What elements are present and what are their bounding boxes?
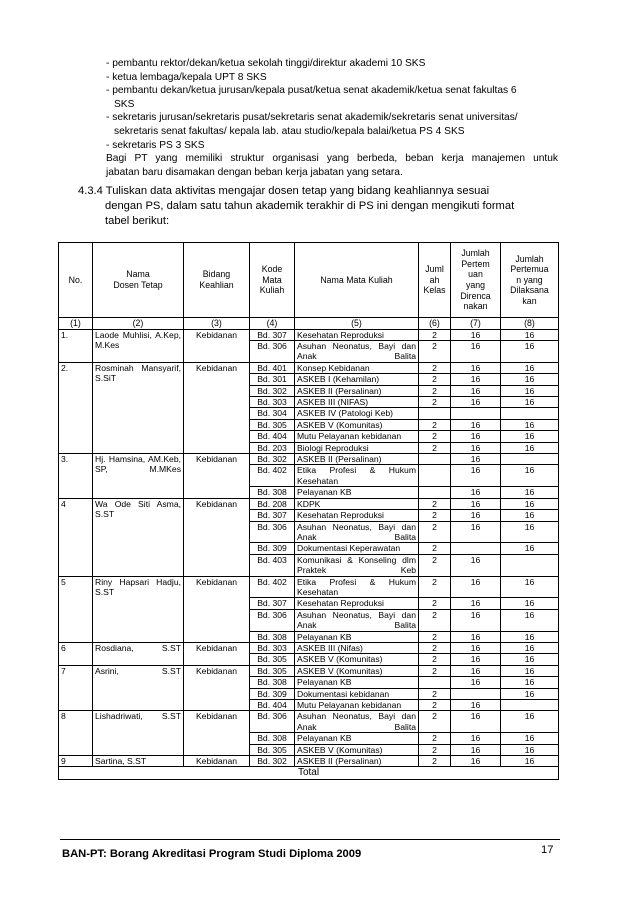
cell-pertemuan-dilaksanakan: 16 <box>501 431 559 442</box>
cell-nama-dosen: Laode Muhlisi, A.Kep, M.Kes <box>93 329 184 362</box>
cell-pertemuan-dilaksanakan: 16 <box>501 654 559 665</box>
column-number: (4) <box>250 318 295 330</box>
cell-nama-mata-kuliah: Dokumentasi Keperawatan <box>295 543 419 554</box>
cell-jumlah-kelas: 2 <box>419 498 451 509</box>
cell-pertemuan-direncanakan: 16 <box>451 465 501 487</box>
cell-pertemuan-direncanakan: 16 <box>451 374 501 385</box>
cell-nama-mata-kuliah: Dokumentasi kebidanan <box>295 688 419 699</box>
cell-kode-mata-kuliah: Bd. 308 <box>250 487 295 498</box>
column-number: (7) <box>451 318 501 330</box>
header-kode-mata-kuliah: Kode Mata Kuliah <box>250 243 295 318</box>
cell-nama-dosen: Riny Hapsari Hadju, S.ST <box>93 576 184 642</box>
cell-pertemuan-direncanakan: 16 <box>451 733 501 744</box>
cell-nama-mata-kuliah: Etika Profesi & Hukum Kesehatan <box>295 465 419 487</box>
header-bidang-keahlian: Bidang Keahlian <box>184 243 250 318</box>
bullet-item: - pembantu dekan/ketua jurusan/kepala pusat/ketua senat akademik/ketua senat fakultas 6 <box>106 85 517 97</box>
cell-jumlah-kelas: 2 <box>419 631 451 642</box>
cell-nama-dosen: Hj. Hamsina, AM.Keb, SP, M.MKes <box>93 454 184 499</box>
cell-jumlah-kelas: 2 <box>419 385 451 396</box>
cell-pertemuan-direncanakan: 16 <box>451 329 501 340</box>
header-jumlah-kelas: Juml ah Kelas <box>419 243 451 318</box>
cell-jumlah-kelas: 2 <box>419 665 451 676</box>
cell-jumlah-kelas: 2 <box>419 688 451 699</box>
column-number-row <box>59 318 559 330</box>
header-nama-dosen: Nama Dosen Tetap <box>93 243 184 318</box>
cell-jumlah-kelas: 2 <box>419 756 451 767</box>
cell-nama-mata-kuliah: Komunikasi & Konseling dlm Praktek Keb <box>295 554 419 576</box>
cell-nama-mata-kuliah: ASKEB II (Persalinan) <box>295 385 419 396</box>
cell-pertemuan-dilaksanakan <box>501 408 559 419</box>
cell-bidang-keahlian: Kebidanan <box>184 498 250 576</box>
cell-pertemuan-dilaksanakan: 16 <box>501 665 559 676</box>
cell-no: 9 <box>59 756 93 767</box>
cell-pertemuan-dilaksanakan: 16 <box>501 642 559 653</box>
column-number: (3) <box>184 318 250 330</box>
cell-jumlah-kelas: 2 <box>419 510 451 521</box>
cell-pertemuan-direncanakan: 16 <box>451 397 501 408</box>
cell-no: 8 <box>59 711 93 756</box>
cell-pertemuan-dilaksanakan: 16 <box>501 543 559 554</box>
cell-kode-mata-kuliah: Bd. 306 <box>250 609 295 631</box>
cell-jumlah-kelas: 2 <box>419 598 451 609</box>
cell-jumlah-kelas <box>419 487 451 498</box>
table-row <box>59 642 559 653</box>
cell-bidang-keahlian: Kebidanan <box>184 454 250 499</box>
page-number: 17 <box>541 844 554 856</box>
cell-kode-mata-kuliah: Bd. 304 <box>250 408 295 419</box>
cell-pertemuan-dilaksanakan: 16 <box>501 631 559 642</box>
table-row <box>59 756 559 767</box>
cell-jumlah-kelas: 2 <box>419 554 451 576</box>
cell-pertemuan-dilaksanakan <box>501 700 559 711</box>
cell-pertemuan-direncanakan <box>451 688 501 699</box>
teaching-activity-table <box>58 242 559 780</box>
bullet-item: - sekretaris PS 3 SKS <box>106 139 205 151</box>
question-block <box>78 184 558 229</box>
cell-jumlah-kelas: 2 <box>419 431 451 442</box>
cell-nama-dosen: Wa Ode Siti Asma, S.ST <box>93 498 184 576</box>
header-no: No. <box>59 243 93 318</box>
table-row <box>59 576 559 598</box>
cell-kode-mata-kuliah: Bd. 302 <box>250 385 295 396</box>
cell-nama-mata-kuliah: ASKEB V (Komunitas) <box>295 665 419 676</box>
table-row <box>59 329 559 340</box>
cell-pertemuan-dilaksanakan: 16 <box>501 733 559 744</box>
cell-jumlah-kelas: 2 <box>419 576 451 598</box>
cell-kode-mata-kuliah: Bd. 401 <box>250 362 295 373</box>
cell-nama-mata-kuliah: ASKEB V (Komunitas) <box>295 654 419 665</box>
column-number: (6) <box>419 318 451 330</box>
cell-nama-mata-kuliah: Konsep Kebidanan <box>295 362 419 373</box>
cell-pertemuan-direncanakan: 16 <box>451 654 501 665</box>
column-number: (2) <box>93 318 184 330</box>
cell-pertemuan-dilaksanakan: 16 <box>501 419 559 430</box>
cell-jumlah-kelas: 2 <box>419 733 451 744</box>
cell-jumlah-kelas: 2 <box>419 543 451 554</box>
cell-jumlah-kelas <box>419 677 451 688</box>
cell-no: 3. <box>59 454 93 499</box>
cell-kode-mata-kuliah: Bd. 306 <box>250 341 295 363</box>
bullet-item-continuation: SKS <box>114 98 135 110</box>
cell-nama-mata-kuliah: Pelayanan KB <box>295 677 419 688</box>
cell-jumlah-kelas: 2 <box>419 341 451 363</box>
cell-kode-mata-kuliah: Bd. 402 <box>250 465 295 487</box>
total-row <box>59 767 559 780</box>
cell-nama-mata-kuliah: Mutu Pelayanan kebidanan <box>295 431 419 442</box>
cell-jumlah-kelas: 2 <box>419 442 451 453</box>
header-nama-mata-kuliah: Nama Mata Kuliah <box>295 243 419 318</box>
cell-no: 1. <box>59 329 93 362</box>
cell-kode-mata-kuliah: Bd. 308 <box>250 733 295 744</box>
cell-nama-mata-kuliah: ASKEB I (Kehamilan) <box>295 374 419 385</box>
question-text: Tuliskan data aktivitas mengajar dosen tetap yang bidang keahliannya sesuai <box>105 185 490 197</box>
cell-kode-mata-kuliah: Bd. 306 <box>250 521 295 543</box>
cell-pertemuan-direncanakan: 16 <box>451 419 501 430</box>
cell-pertemuan-dilaksanakan: 16 <box>501 688 559 699</box>
cell-nama-mata-kuliah: ASKEB V (Komunitas) <box>295 744 419 755</box>
cell-pertemuan-direncanakan: 16 <box>451 510 501 521</box>
cell-jumlah-kelas: 2 <box>419 654 451 665</box>
question-text: dengan PS, dalam satu tahun akademik terakhir di PS ini dengan mengikuti format <box>105 200 515 212</box>
paragraph-line: jabatan baru disamakan dengan beban kerja jabatan yang setara. <box>106 166 403 178</box>
cell-nama-mata-kuliah: ASKEB IV (Patologi Keb) <box>295 408 419 419</box>
cell-pertemuan-dilaksanakan: 16 <box>501 385 559 396</box>
cell-pertemuan-dilaksanakan: 16 <box>501 341 559 363</box>
cell-pertemuan-direncanakan: 16 <box>451 487 501 498</box>
cell-pertemuan-dilaksanakan: 16 <box>501 711 559 733</box>
cell-nama-mata-kuliah: Asuhan Neonatus, Bayi dan Anak Balita <box>295 341 419 363</box>
cell-nama-mata-kuliah: Pelayanan KB <box>295 631 419 642</box>
column-number: (5) <box>295 318 419 330</box>
bullet-item: - pembantu rektor/dekan/ketua sekolah tinggi/direktur akademi 10 SKS <box>106 58 426 69</box>
cell-pertemuan-direncanakan: 16 <box>451 609 501 631</box>
cell-nama-mata-kuliah: Pelayanan KB <box>295 733 419 744</box>
cell-bidang-keahlian: Kebidanan <box>184 329 250 362</box>
cell-pertemuan-dilaksanakan <box>501 454 559 465</box>
cell-nama-mata-kuliah: Kesehatan Reproduksi <box>295 329 419 340</box>
cell-kode-mata-kuliah: Bd. 308 <box>250 631 295 642</box>
cell-kode-mata-kuliah: Bd. 309 <box>250 543 295 554</box>
cell-pertemuan-dilaksanakan: 16 <box>501 498 559 509</box>
footer-text: BAN-PT: Borang Akreditasi Program Studi Diploma 2009 <box>62 848 362 860</box>
cell-kode-mata-kuliah: Bd. 302 <box>250 756 295 767</box>
cell-nama-dosen: Rosminah Mansyarif, S.SiT <box>93 362 184 453</box>
cell-kode-mata-kuliah: Bd. 303 <box>250 397 295 408</box>
cell-nama-dosen: Rosdiana, S.ST <box>93 642 184 665</box>
cell-jumlah-kelas <box>419 454 451 465</box>
cell-kode-mata-kuliah: Bd. 307 <box>250 329 295 340</box>
table-header-row <box>59 243 559 318</box>
cell-pertemuan-dilaksanakan: 16 <box>501 374 559 385</box>
bullet-item-continuation: sekretaris senat fakultas/ kepala lab. atau studio/kepala balai/ketua PS 4 SKS <box>114 125 465 137</box>
cell-bidang-keahlian: Kebidanan <box>184 756 250 767</box>
bullet-item: - ketua lembaga/kepala UPT 8 SKS <box>106 71 267 83</box>
cell-nama-mata-kuliah: Asuhan Neonatus, Bayi dan Anak Balita <box>295 609 419 631</box>
cell-pertemuan-dilaksanakan: 16 <box>501 487 559 498</box>
cell-kode-mata-kuliah: Bd. 208 <box>250 498 295 509</box>
cell-nama-dosen: Asrini, S.ST <box>93 665 184 711</box>
cell-nama-dosen: Sartina, S.ST <box>93 756 184 767</box>
cell-kode-mata-kuliah: Bd. 307 <box>250 598 295 609</box>
cell-kode-mata-kuliah: Bd. 302 <box>250 454 295 465</box>
cell-pertemuan-dilaksanakan: 16 <box>501 397 559 408</box>
cell-jumlah-kelas: 2 <box>419 397 451 408</box>
question-number: 4.3.4 <box>78 185 103 197</box>
cell-pertemuan-dilaksanakan: 16 <box>501 442 559 453</box>
cell-pertemuan-direncanakan: 16 <box>451 341 501 363</box>
cell-nama-mata-kuliah: Pelayanan KB <box>295 487 419 498</box>
table-row <box>59 665 559 676</box>
cell-jumlah-kelas: 2 <box>419 419 451 430</box>
cell-kode-mata-kuliah: Bd. 305 <box>250 654 295 665</box>
cell-pertemuan-direncanakan: 16 <box>451 631 501 642</box>
table-row <box>59 498 559 509</box>
total-label: Total <box>59 767 559 780</box>
cell-pertemuan-direncanakan: 16 <box>451 554 501 576</box>
cell-kode-mata-kuliah: Bd. 203 <box>250 442 295 453</box>
cell-no: 6 <box>59 642 93 665</box>
header-pertemuan-dilaksanakan: Jumlah Pertemua n yang Dilaksana kan <box>501 243 559 318</box>
cell-pertemuan-direncanakan: 16 <box>451 642 501 653</box>
cell-kode-mata-kuliah: Bd. 308 <box>250 677 295 688</box>
cell-nama-mata-kuliah: Asuhan Neonatus, Bayi dan Anak Balita <box>295 711 419 733</box>
cell-jumlah-kelas: 2 <box>419 700 451 711</box>
cell-pertemuan-dilaksanakan: 16 <box>501 609 559 631</box>
cell-pertemuan-direncanakan: 16 <box>451 665 501 676</box>
cell-no: 5 <box>59 576 93 642</box>
cell-nama-mata-kuliah: Kesehatan Reproduksi <box>295 598 419 609</box>
cell-nama-mata-kuliah: Kesehatan Reproduksi <box>295 510 419 521</box>
bullet-item: - sekretaris jurusan/sekretaris pusat/sekretaris senat akademik/sekretaris senat universitas/ <box>106 112 518 124</box>
cell-no: 2. <box>59 362 93 453</box>
cell-jumlah-kelas: 2 <box>419 642 451 653</box>
bullet-list <box>106 57 558 179</box>
cell-kode-mata-kuliah: Bd. 402 <box>250 576 295 598</box>
cell-nama-mata-kuliah: ASKEB III (NIFAS) <box>295 397 419 408</box>
cell-pertemuan-dilaksanakan: 16 <box>501 598 559 609</box>
cell-nama-mata-kuliah: ASKEB III (Nifas) <box>295 642 419 653</box>
cell-pertemuan-direncanakan: 16 <box>451 431 501 442</box>
cell-jumlah-kelas: 2 <box>419 521 451 543</box>
cell-kode-mata-kuliah: Bd. 306 <box>250 711 295 733</box>
cell-pertemuan-direncanakan: 16 <box>451 362 501 373</box>
cell-bidang-keahlian: Kebidanan <box>184 642 250 665</box>
cell-jumlah-kelas: 2 <box>419 362 451 373</box>
cell-pertemuan-direncanakan: 16 <box>451 598 501 609</box>
cell-kode-mata-kuliah: Bd. 301 <box>250 374 295 385</box>
cell-pertemuan-dilaksanakan: 16 <box>501 465 559 487</box>
question-text: tabel berikut: <box>105 215 170 227</box>
cell-nama-mata-kuliah: KDPK <box>295 498 419 509</box>
table-row <box>59 362 559 373</box>
header-pertemuan-direncanakan: Jumlah Pertem uan yang Direnca nakan <box>451 243 501 318</box>
cell-pertemuan-dilaksanakan: 16 <box>501 521 559 543</box>
cell-kode-mata-kuliah: Bd. 404 <box>250 431 295 442</box>
cell-jumlah-kelas: 2 <box>419 374 451 385</box>
cell-pertemuan-dilaksanakan: 16 <box>501 362 559 373</box>
cell-jumlah-kelas <box>419 465 451 487</box>
cell-pertemuan-direncanakan: 16 <box>451 677 501 688</box>
cell-kode-mata-kuliah: Bd. 403 <box>250 554 295 576</box>
cell-kode-mata-kuliah: Bd. 307 <box>250 510 295 521</box>
cell-nama-mata-kuliah: Mutu Pelayanan kebidanan <box>295 700 419 711</box>
cell-pertemuan-direncanakan: 16 <box>451 385 501 396</box>
cell-pertemuan-dilaksanakan: 16 <box>501 510 559 521</box>
cell-pertemuan-direncanakan <box>451 408 501 419</box>
cell-pertemuan-direncanakan <box>451 543 501 554</box>
column-number: (1) <box>59 318 93 330</box>
cell-pertemuan-direncanakan: 16 <box>451 756 501 767</box>
cell-kode-mata-kuliah: Bd. 404 <box>250 700 295 711</box>
cell-nama-mata-kuliah: Etika Profesi & Hukum Kesehatan <box>295 576 419 598</box>
cell-no: 7 <box>59 665 93 711</box>
cell-pertemuan-dilaksanakan <box>501 554 559 576</box>
cell-pertemuan-dilaksanakan: 16 <box>501 576 559 598</box>
cell-pertemuan-dilaksanakan: 16 <box>501 329 559 340</box>
cell-kode-mata-kuliah: Bd. 305 <box>250 744 295 755</box>
column-number: (8) <box>501 318 559 330</box>
cell-bidang-keahlian: Kebidanan <box>184 711 250 756</box>
cell-pertemuan-dilaksanakan: 16 <box>501 744 559 755</box>
cell-jumlah-kelas <box>419 408 451 419</box>
cell-nama-mata-kuliah: Asuhan Neonatus, Bayi dan Anak Balita <box>295 521 419 543</box>
cell-pertemuan-direncanakan: 16 <box>451 454 501 465</box>
cell-nama-mata-kuliah: ASKEB II (Persalinan) <box>295 454 419 465</box>
cell-jumlah-kelas: 2 <box>419 711 451 733</box>
paragraph-line: Bagi PT yang memiliki struktur organisasi yang berbeda, beban kerja manajemen untuk <box>106 153 558 165</box>
cell-pertemuan-direncanakan: 16 <box>451 711 501 733</box>
cell-bidang-keahlian: Kebidanan <box>184 665 250 711</box>
cell-kode-mata-kuliah: Bd. 309 <box>250 688 295 699</box>
cell-jumlah-kelas: 2 <box>419 744 451 755</box>
cell-pertemuan-dilaksanakan: 16 <box>501 677 559 688</box>
cell-pertemuan-dilaksanakan: 16 <box>501 756 559 767</box>
footer-divider <box>60 839 560 840</box>
cell-pertemuan-direncanakan: 16 <box>451 521 501 543</box>
cell-pertemuan-direncanakan: 16 <box>451 442 501 453</box>
cell-bidang-keahlian: Kebidanan <box>184 576 250 642</box>
cell-jumlah-kelas: 2 <box>419 609 451 631</box>
cell-kode-mata-kuliah: Bd. 303 <box>250 642 295 653</box>
cell-kode-mata-kuliah: Bd. 305 <box>250 419 295 430</box>
cell-kode-mata-kuliah: Bd. 305 <box>250 665 295 676</box>
table-row <box>59 454 559 465</box>
table-body <box>59 329 559 767</box>
cell-pertemuan-direncanakan: 16 <box>451 744 501 755</box>
cell-nama-mata-kuliah: ASKEB II (Persalinan) <box>295 756 419 767</box>
cell-jumlah-kelas: 2 <box>419 329 451 340</box>
cell-pertemuan-direncanakan: 16 <box>451 700 501 711</box>
cell-nama-mata-kuliah: ASKEB V (Komunitas) <box>295 419 419 430</box>
cell-nama-dosen: Lishadriwati, S.ST <box>93 711 184 756</box>
cell-pertemuan-direncanakan: 16 <box>451 576 501 598</box>
cell-nama-mata-kuliah: Biologi Reproduksi <box>295 442 419 453</box>
cell-no: 4 <box>59 498 93 576</box>
table-row <box>59 711 559 733</box>
cell-bidang-keahlian: Kebidanan <box>184 362 250 453</box>
cell-pertemuan-direncanakan: 16 <box>451 498 501 509</box>
